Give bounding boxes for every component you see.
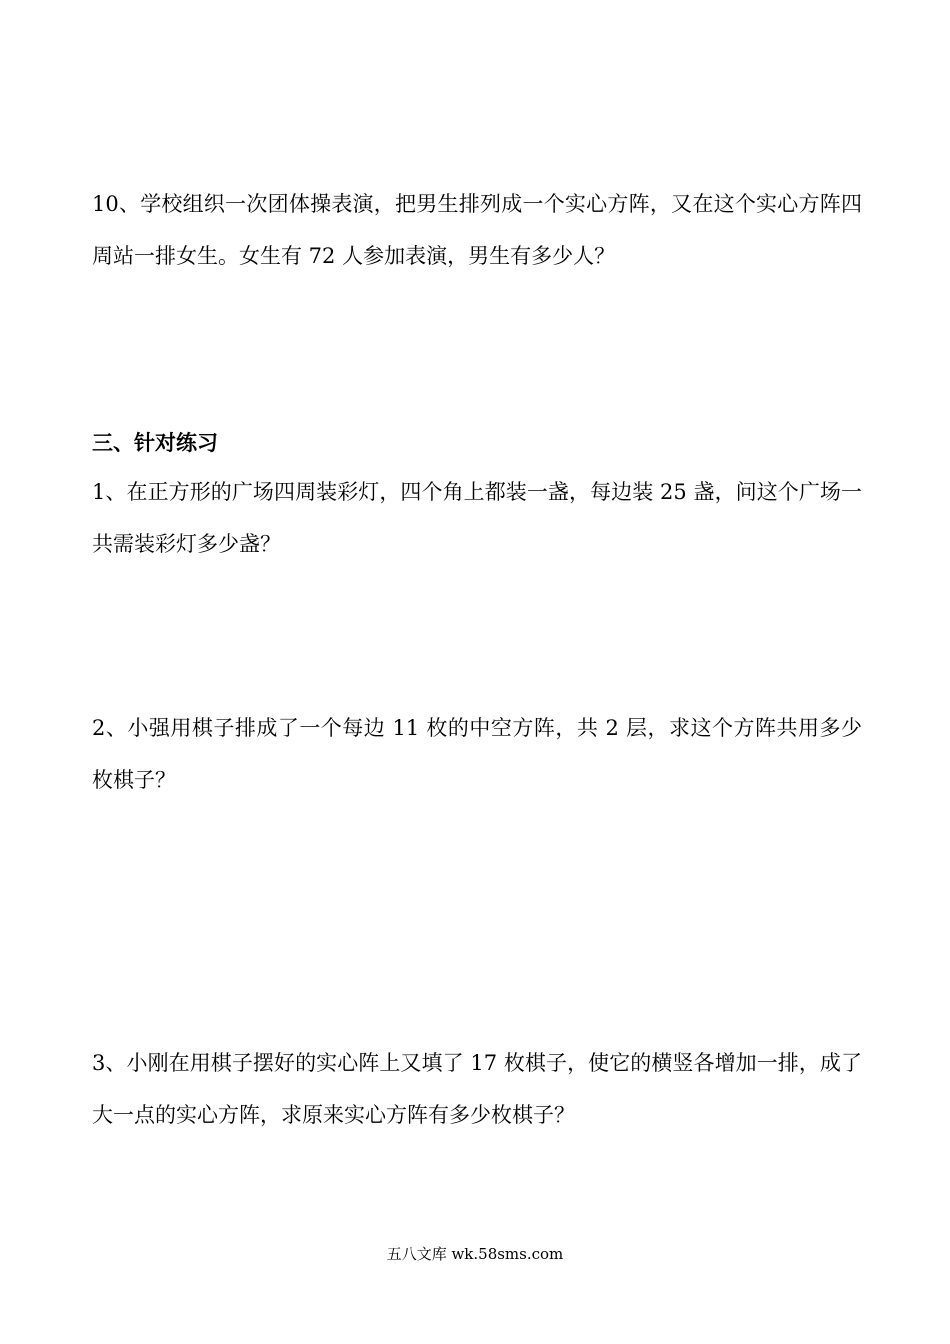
problem-10: 10、学校组织一次团体操表演，把男生排列成一个实心方阵，又在这个实心方阵四周站一排女生。女生有 72 人参加表演，男生有多少人？ — [92, 192, 862, 268]
practice-problem-2: 2、小强用棋子排成了一个每边 11 枚的中空方阵，共 2 层，求这个方阵共用多少枚棋子？ — [92, 716, 862, 792]
practice-problem-1: 1、在正方形的广场四周装彩灯，四个角上都装一盏，每边装 25 盏，问这个广场一共需装彩灯多少盏？ — [92, 480, 862, 556]
page-footer: 五八文库 wk.58sms.com — [386, 1245, 564, 1263]
practice-problem-3: 3、小刚在用棋子摆好的实心阵上又填了 17 枚棋子，使它的横竖各增加一排，成了大一点的实心方阵，求原来实心方阵有多少枚棋子？ — [92, 1051, 862, 1127]
section-heading: 三、针对练习 — [92, 431, 218, 455]
